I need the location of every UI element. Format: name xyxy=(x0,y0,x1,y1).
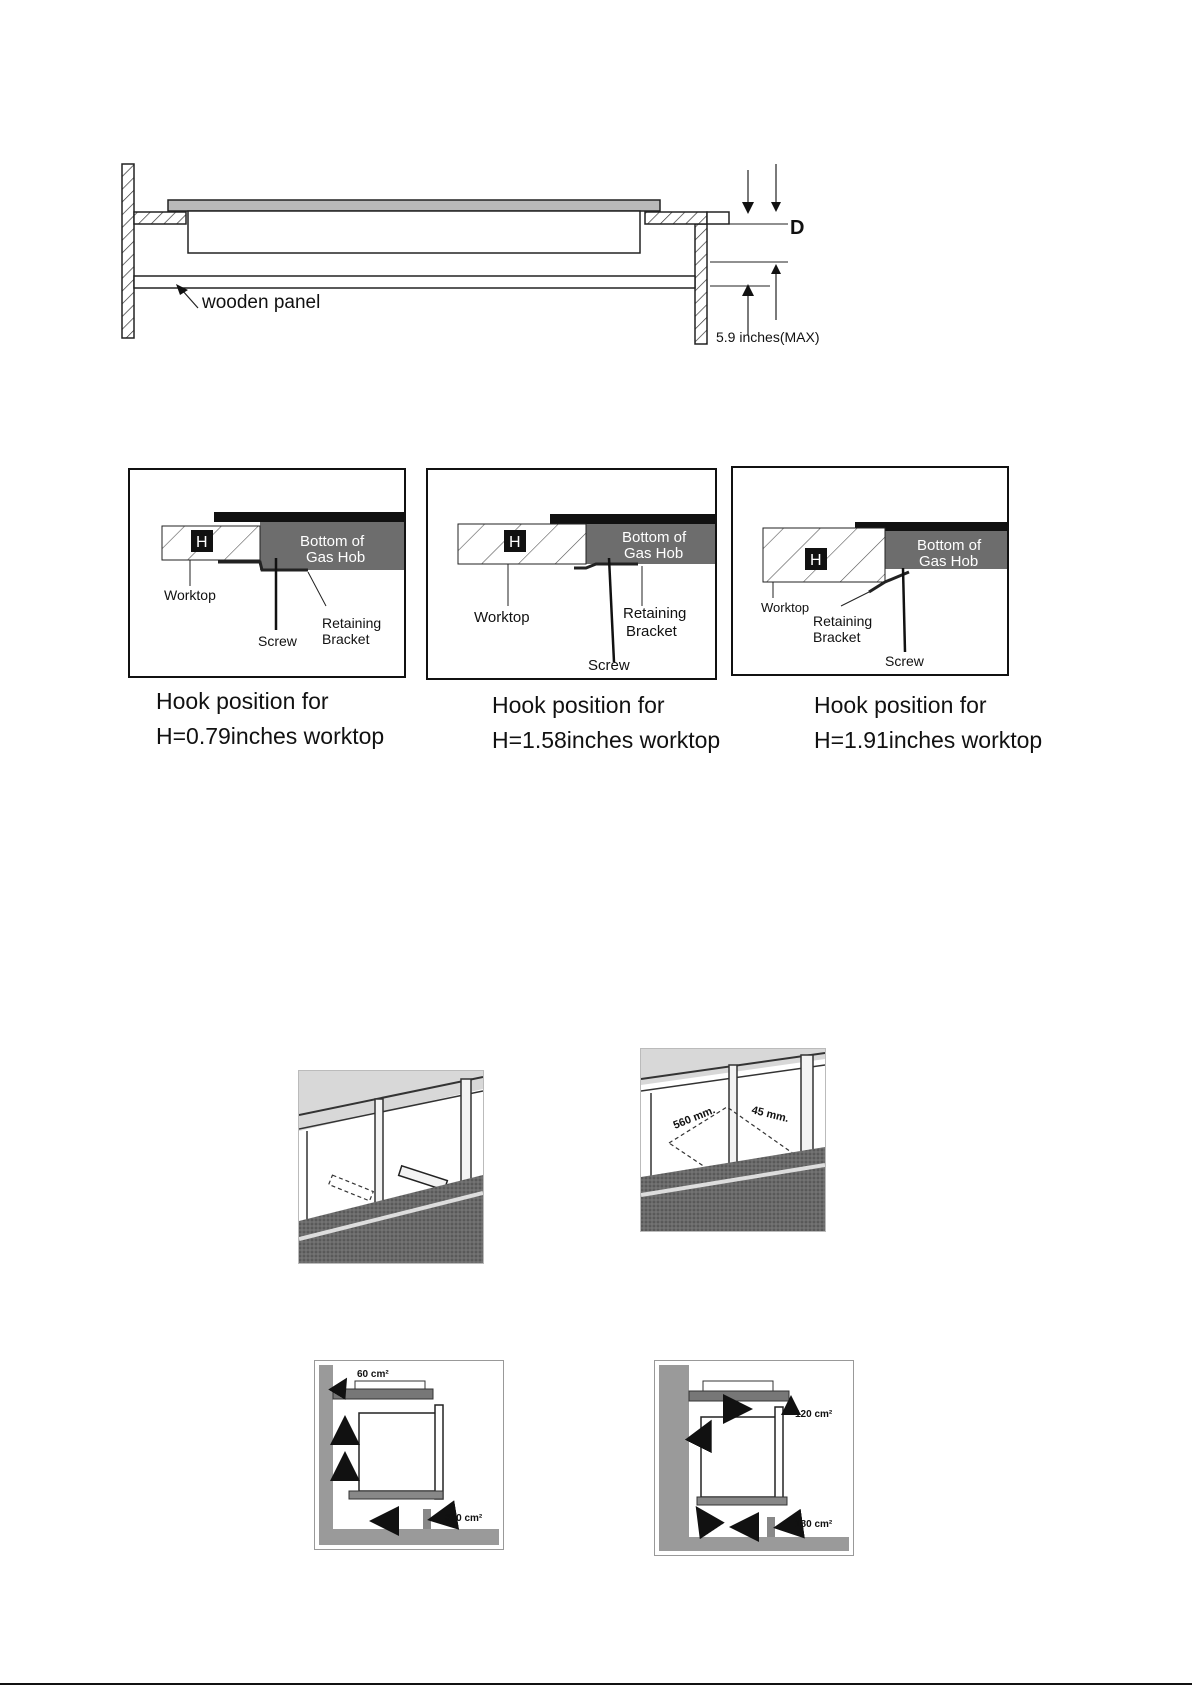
wooden-panel-label: wooden panel xyxy=(202,292,321,313)
worktop-label: Worktop xyxy=(474,609,530,626)
screw-label: Screw xyxy=(588,657,630,674)
wooden-panel xyxy=(134,276,695,288)
screw-label: Screw xyxy=(258,633,297,649)
hook-caption-2-line1: Hook position for xyxy=(492,692,665,718)
gas-hob-label-line2: Gas Hob xyxy=(624,545,684,562)
worktop-label: Worktop xyxy=(164,587,216,603)
hook-position-panel-1 xyxy=(128,468,406,678)
airflow-arrow xyxy=(433,1517,445,1519)
bottom-vent-label: 360 cm² xyxy=(445,1513,483,1524)
bracket-label-line2: Bracket xyxy=(626,623,677,640)
worktop-right-lip xyxy=(707,212,729,224)
screw xyxy=(609,558,614,662)
screw-label: Screw xyxy=(885,653,924,669)
retaining-bracket xyxy=(574,564,638,568)
hook-caption-1-line2: H=0.79inches worktop xyxy=(156,723,385,749)
bracket-label-line1: Retaining xyxy=(322,615,382,631)
ventilation-diagram-left xyxy=(314,1360,504,1550)
hook-caption-2-line2: H=1.58inches worktop xyxy=(492,727,721,753)
top-vent-label: 120 cm² xyxy=(795,1409,833,1420)
gas-hob-label-line2: Gas Hob xyxy=(306,549,366,566)
gap-dimension-label: 45 mm. xyxy=(750,1104,790,1126)
max-gap-label: 5.9 inches(MAX) xyxy=(716,329,820,345)
bottom-vent-label: 180 cm² xyxy=(795,1519,833,1530)
cutout-section-diagram xyxy=(110,150,850,360)
depth-dimension-label: 560 mm. xyxy=(671,1104,717,1132)
hook-position-panel-3 xyxy=(731,466,1009,676)
d-dimension-label: D xyxy=(790,217,805,239)
airflow-arrow xyxy=(779,1525,793,1527)
gas-hob-label-line1: Bottom of xyxy=(622,529,687,546)
left-cabinet-wall xyxy=(122,164,134,338)
gas-hob-label-line1: Bottom of xyxy=(917,537,982,554)
hob-unit xyxy=(703,1381,773,1391)
cabinet-crossbar-illustration xyxy=(298,1070,484,1264)
worktop-right-section xyxy=(645,212,707,224)
h-marker-text: H xyxy=(810,552,822,569)
hook-caption-3 xyxy=(814,688,1042,758)
oven-body xyxy=(359,1413,437,1491)
screw xyxy=(903,568,905,652)
bracket-label-line1: Retaining xyxy=(623,605,687,622)
hook-caption-1-line1: Hook position for xyxy=(156,688,329,714)
hob-glass-plate xyxy=(168,200,660,211)
worktop xyxy=(689,1391,789,1401)
worktop xyxy=(333,1389,433,1399)
gas-hob-label-line2: Gas Hob xyxy=(919,553,979,570)
hook-caption-3-line1: Hook position for xyxy=(814,692,987,718)
back-wall xyxy=(319,1365,333,1545)
worktop-left-section xyxy=(134,212,186,224)
gas-hob-label-line1: Bottom of xyxy=(300,533,365,550)
bracket-label-line2: Bracket xyxy=(813,629,861,645)
top-vent-label: 60 cm² xyxy=(357,1369,389,1380)
right-cabinet-wall xyxy=(695,224,707,344)
oven-body xyxy=(701,1417,777,1497)
ventilation-diagram-right xyxy=(654,1360,854,1556)
hook-caption-2 xyxy=(492,688,720,758)
cabinet-shelf-illustration xyxy=(640,1048,826,1232)
hob-unit xyxy=(355,1381,425,1389)
h-marker-text: H xyxy=(509,534,521,551)
hook-caption-3-line2: H=1.91inches worktop xyxy=(814,727,1043,753)
h-marker-text: H xyxy=(196,534,208,551)
hook-caption-1 xyxy=(156,684,384,754)
hook-position-panel-2 xyxy=(426,468,717,680)
hob-body xyxy=(188,211,640,253)
bracket-label-line1: Retaining xyxy=(813,613,873,629)
back-wall xyxy=(659,1365,689,1551)
worktop-label: Worktop xyxy=(761,600,810,615)
bracket-label-line2: Bracket xyxy=(322,631,370,647)
